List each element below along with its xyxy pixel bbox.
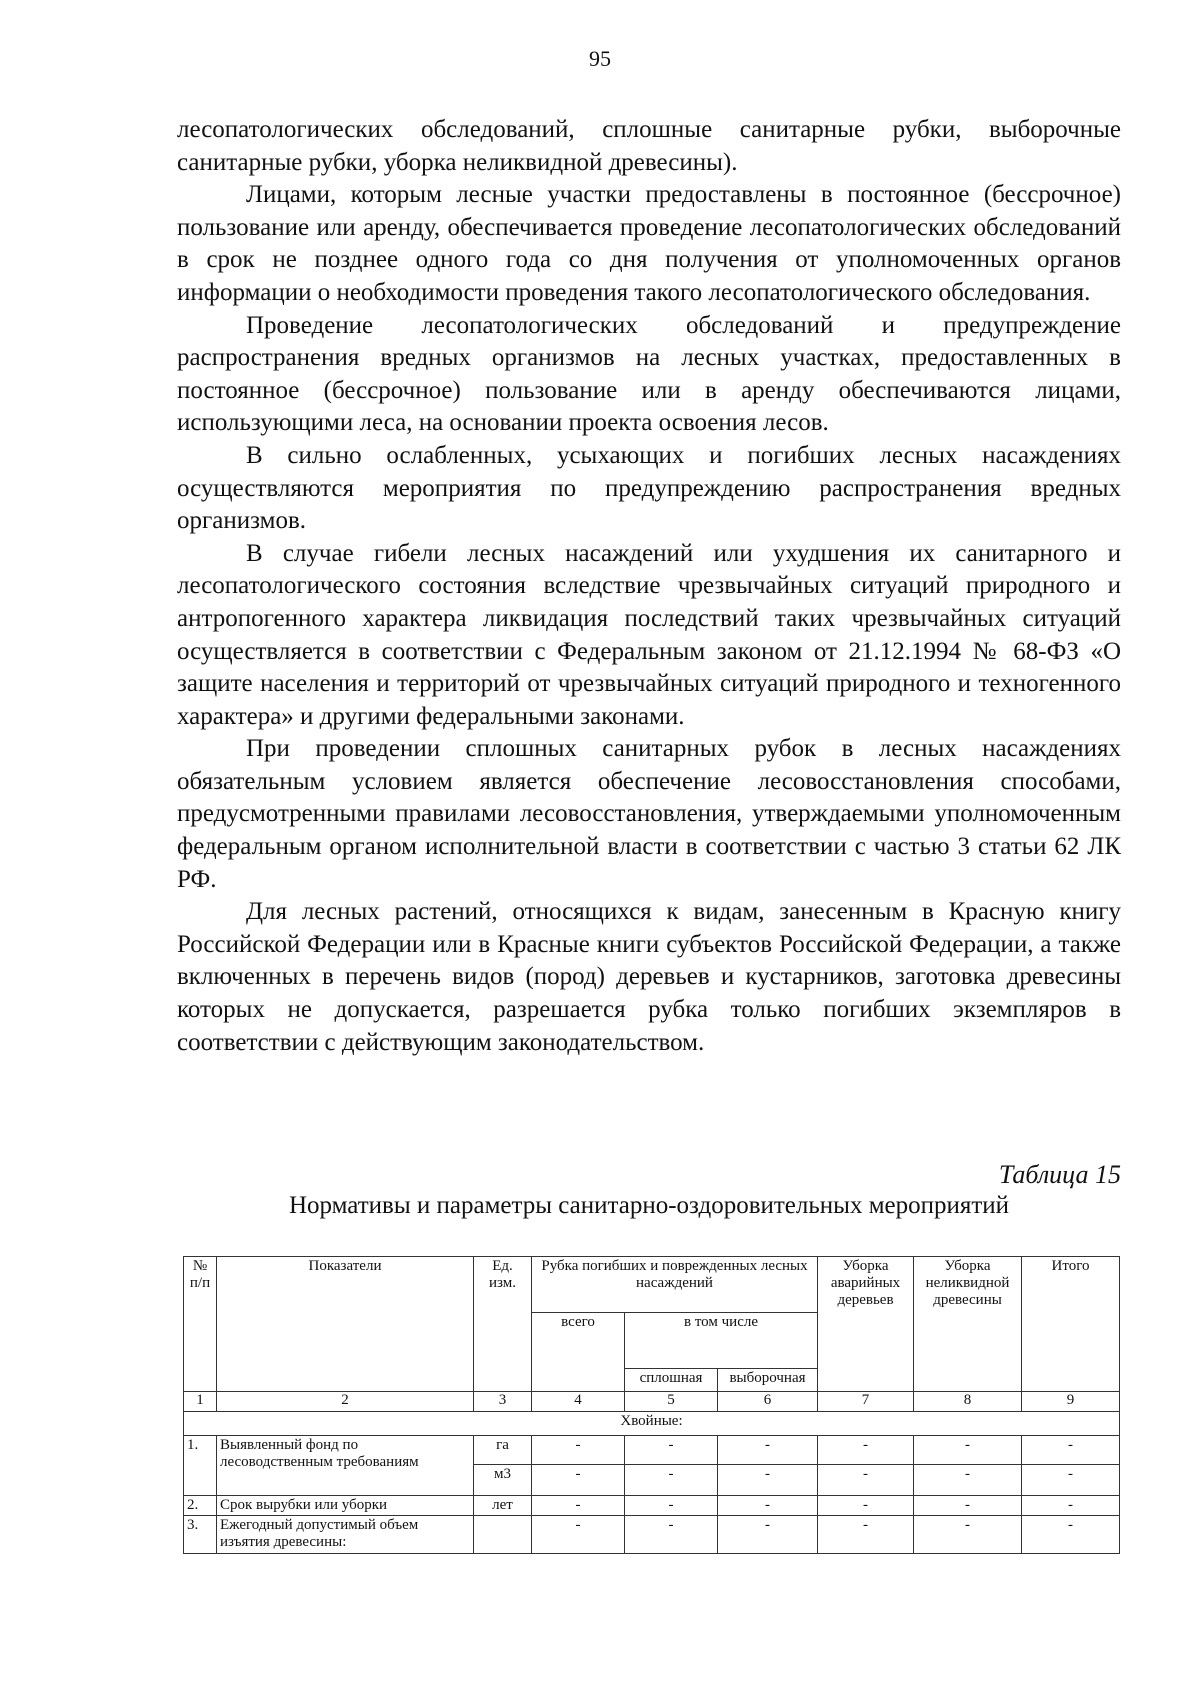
norms-table (183, 1256, 1120, 1554)
row-num: 2. (184, 1496, 217, 1516)
paragraph: Лицами, которым лесные участки предоставлены в постоянное (бессрочное) пользование или аренду, обеспечивается проведение лесопатологических обследований в срок не позднее одного года со дня получения от уполномоченных органов информации о необходимости проведения такого лесопатологического обследования. (177, 181, 1121, 306)
header-windfall: Уборка аварийных деревьев (818, 1257, 914, 1392)
row-value: - (532, 1436, 625, 1465)
row-name: Срок вырубки или уборки (217, 1496, 474, 1516)
column-number: 2 (217, 1392, 474, 1412)
header-selective: выборочная (718, 1369, 818, 1392)
table-title: Нормативы и параметры санитарно-оздоровительных мероприятий (288, 1192, 1010, 1219)
column-number: 5 (625, 1392, 718, 1412)
row-value: - (818, 1465, 914, 1496)
row-num: 3. (184, 1516, 217, 1554)
row-value: - (914, 1436, 1022, 1465)
row-value: - (914, 1465, 1022, 1496)
row-value: - (914, 1496, 1022, 1516)
row-value: - (625, 1436, 718, 1465)
row-value: - (818, 1496, 914, 1516)
header-incl: в том числе (625, 1313, 818, 1369)
row-value: - (718, 1465, 818, 1496)
table-label: Таблица 15 (998, 1160, 1121, 1189)
row-value: - (718, 1516, 818, 1554)
row-value: - (532, 1496, 625, 1516)
row-value: - (718, 1436, 818, 1465)
row-value: - (1022, 1516, 1120, 1554)
page-number: 95 (589, 46, 611, 71)
paragraph: В случае гибели лесных насаждений или ухудшения их санитарного и лесопатологического состояния вследствие чрезвычайных ситуаций природного и антропогенного характера ликвидация последствий таких чрезвычайных ситуаций осуществляется в соответствии с Федеральным законом от 21.12.1994 № 68-ФЗ «О защите населения и территорий от чрезвычайных ситуаций природного и техногенного характера» и другими федеральными законами. (177, 539, 1121, 730)
section-conifers: Хвойные: (184, 1412, 1120, 1436)
row-value: - (1022, 1436, 1120, 1465)
paragraph: В сильно ослабленных, усыхающих и погибших лесных насаждениях осуществляются мероприятия по предупреждению распространения вредных организмов. (177, 441, 1121, 535)
row-value: - (532, 1516, 625, 1554)
body-text (177, 114, 1121, 1059)
row-value: - (718, 1496, 818, 1516)
header-felling: Рубка погибших и поврежденных лесных насаждений (532, 1257, 818, 1313)
row-name: Выявленный фонд по лесоводственным требованиям (217, 1436, 474, 1496)
header-indicators: Показатели (217, 1257, 474, 1392)
row-name: Ежегодный допустимый объем изъятия древесины: (217, 1516, 474, 1554)
row-value: - (818, 1516, 914, 1554)
row-unit: га (474, 1436, 532, 1465)
paragraph: При проведении сплошных санитарных рубок в лесных насаждениях обязательным условием является обеспечение лесовосстановления способами, предусмотренными правилами лесовосстановления, утверждаемыми уполномоченным федеральным органом исполнительной власти в соответствии с частью 3 статьи 62 ЛК РФ. (177, 735, 1121, 893)
row-value: - (818, 1436, 914, 1465)
column-number: 7 (818, 1392, 914, 1412)
header-total-sub: всего (532, 1313, 625, 1392)
row-value: - (532, 1465, 625, 1496)
column-number: 9 (1022, 1392, 1120, 1412)
row-value: - (914, 1516, 1022, 1554)
row-unit: лет (474, 1496, 532, 1516)
header-clear: сплошная (625, 1369, 718, 1392)
column-number: 8 (914, 1392, 1022, 1412)
header-unit: Ед. изм. (474, 1257, 532, 1392)
header-num: № п/п (184, 1257, 217, 1392)
row-value: - (1022, 1496, 1120, 1516)
row-value: - (625, 1516, 718, 1554)
column-number: 4 (532, 1392, 625, 1412)
header-sum: Итого (1022, 1257, 1120, 1392)
column-number: 3 (474, 1392, 532, 1412)
paragraph: лесопатологических обследований, сплошные санитарные рубки, выборочные санитарные рубки, уборка неликвидной древесины). (177, 116, 1121, 176)
row-value: - (625, 1496, 718, 1516)
row-num: 1. (184, 1436, 217, 1496)
row-unit (474, 1516, 532, 1554)
paragraph: Проведение лесопатологических обследований и предупреждение распространения вредных организмов на лесных участках, предоставленных в постоянное (бессрочное) пользование или в аренду обеспечиваются лицами, использующими леса, на основании проекта освоения лесов. (177, 311, 1121, 437)
column-number: 6 (718, 1392, 818, 1412)
column-number: 1 (184, 1392, 217, 1412)
row-value: - (1022, 1465, 1120, 1496)
paragraph: Для лесных растений, относящихся к видам, занесенным в Красную книгу Российской Федерации или в Красные книги субъектов Российской Федерации, а также включенных в перечень видов (пород) деревьев и кустарников, заготовка древесины которых не допускается, разрешается рубка только погибших экземпляров в соответствии с действующим законодательством. (177, 898, 1121, 1056)
header-illiquid: Уборка неликвидной древесины (914, 1257, 1022, 1392)
row-value: - (625, 1465, 718, 1496)
row-unit: м3 (474, 1465, 532, 1496)
